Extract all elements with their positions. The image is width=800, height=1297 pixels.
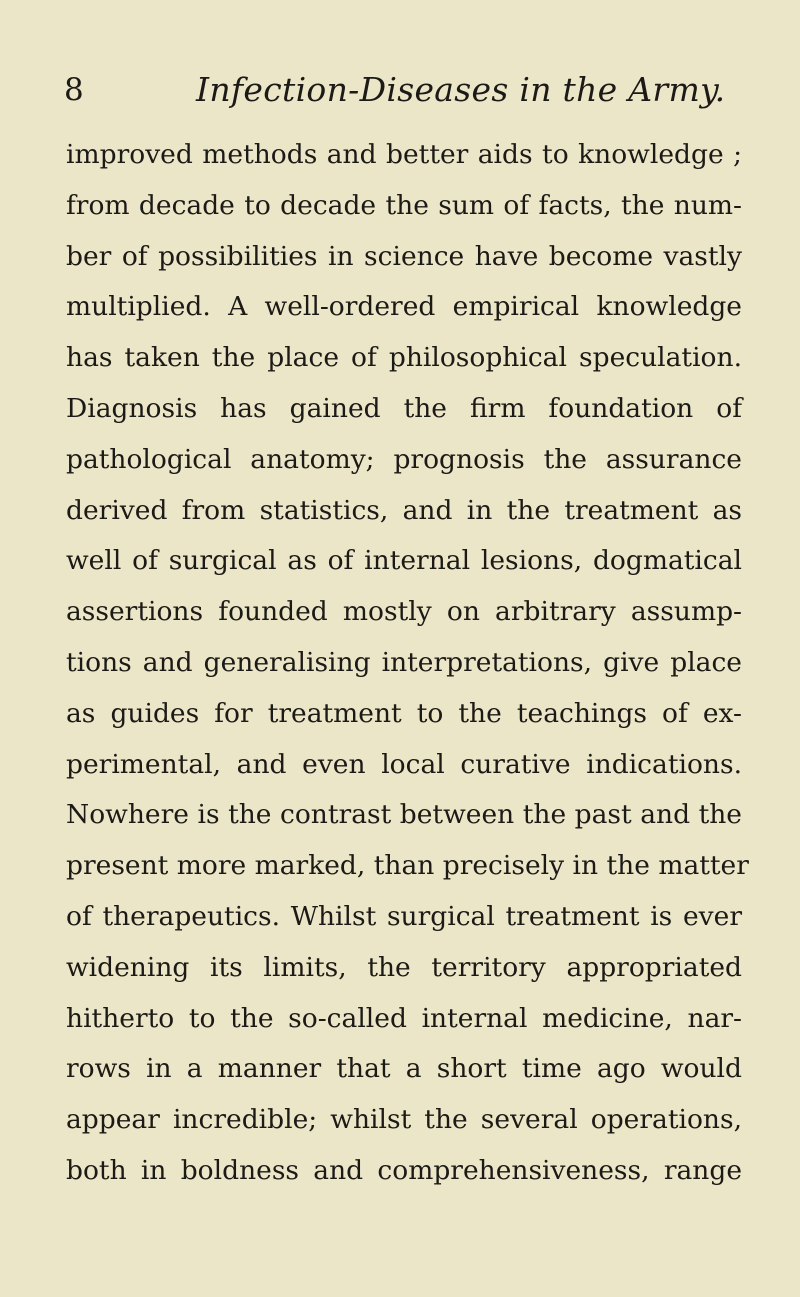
text-line: tions and generalising interpretations, give place (66, 646, 742, 678)
page-header (0, 70, 800, 120)
text-line: widening its limits, the territory appropriated (66, 951, 742, 983)
text-line: has taken the place of philosophical speculation. (66, 342, 742, 374)
text-line: derived from statistics, and in the treatment as (66, 494, 742, 526)
text-line: of therapeutics. Whilst surgical treatment is ever (66, 900, 742, 932)
text-line: present more marked, than precisely in the matter (66, 850, 749, 882)
text-line: hitherto to the so-called internal medicine, nar- (66, 1002, 742, 1034)
text-line: appear incredible; whilst the several operations, (66, 1104, 742, 1136)
text-line: Diagnosis has gained the firm foundation of (66, 392, 742, 424)
body-paragraph (66, 130, 749, 1197)
text-line: improved methods and better aids to knowledge ; (66, 139, 742, 170)
text-line: perimental, and even local curative indications. (66, 748, 742, 780)
text-line: pathological anatomy; prognosis the assurance (66, 443, 742, 475)
text-line: Nowhere is the contrast between the past and the (66, 799, 742, 831)
running-title: Infection-Diseases in the Army. (196, 70, 726, 109)
text-line: multiplied. A well-ordered empirical knowledge (66, 291, 742, 323)
text-line: rows in a manner that a short time ago would (66, 1053, 742, 1085)
text-line: both in boldness and comprehensiveness, range (66, 1154, 742, 1186)
text-line: well of surgical as of internal lesions, dogmatical (66, 545, 742, 577)
text-line: as guides for treatment to the teachings of ex- (66, 697, 742, 729)
page-number: 8 (64, 72, 84, 108)
text-line: assertions founded mostly on arbitrary assump- (66, 596, 742, 628)
text-line: from decade to decade the sum of facts, the num- (66, 189, 742, 221)
text-line: ber of possibilities in science have become vastly (66, 240, 742, 272)
